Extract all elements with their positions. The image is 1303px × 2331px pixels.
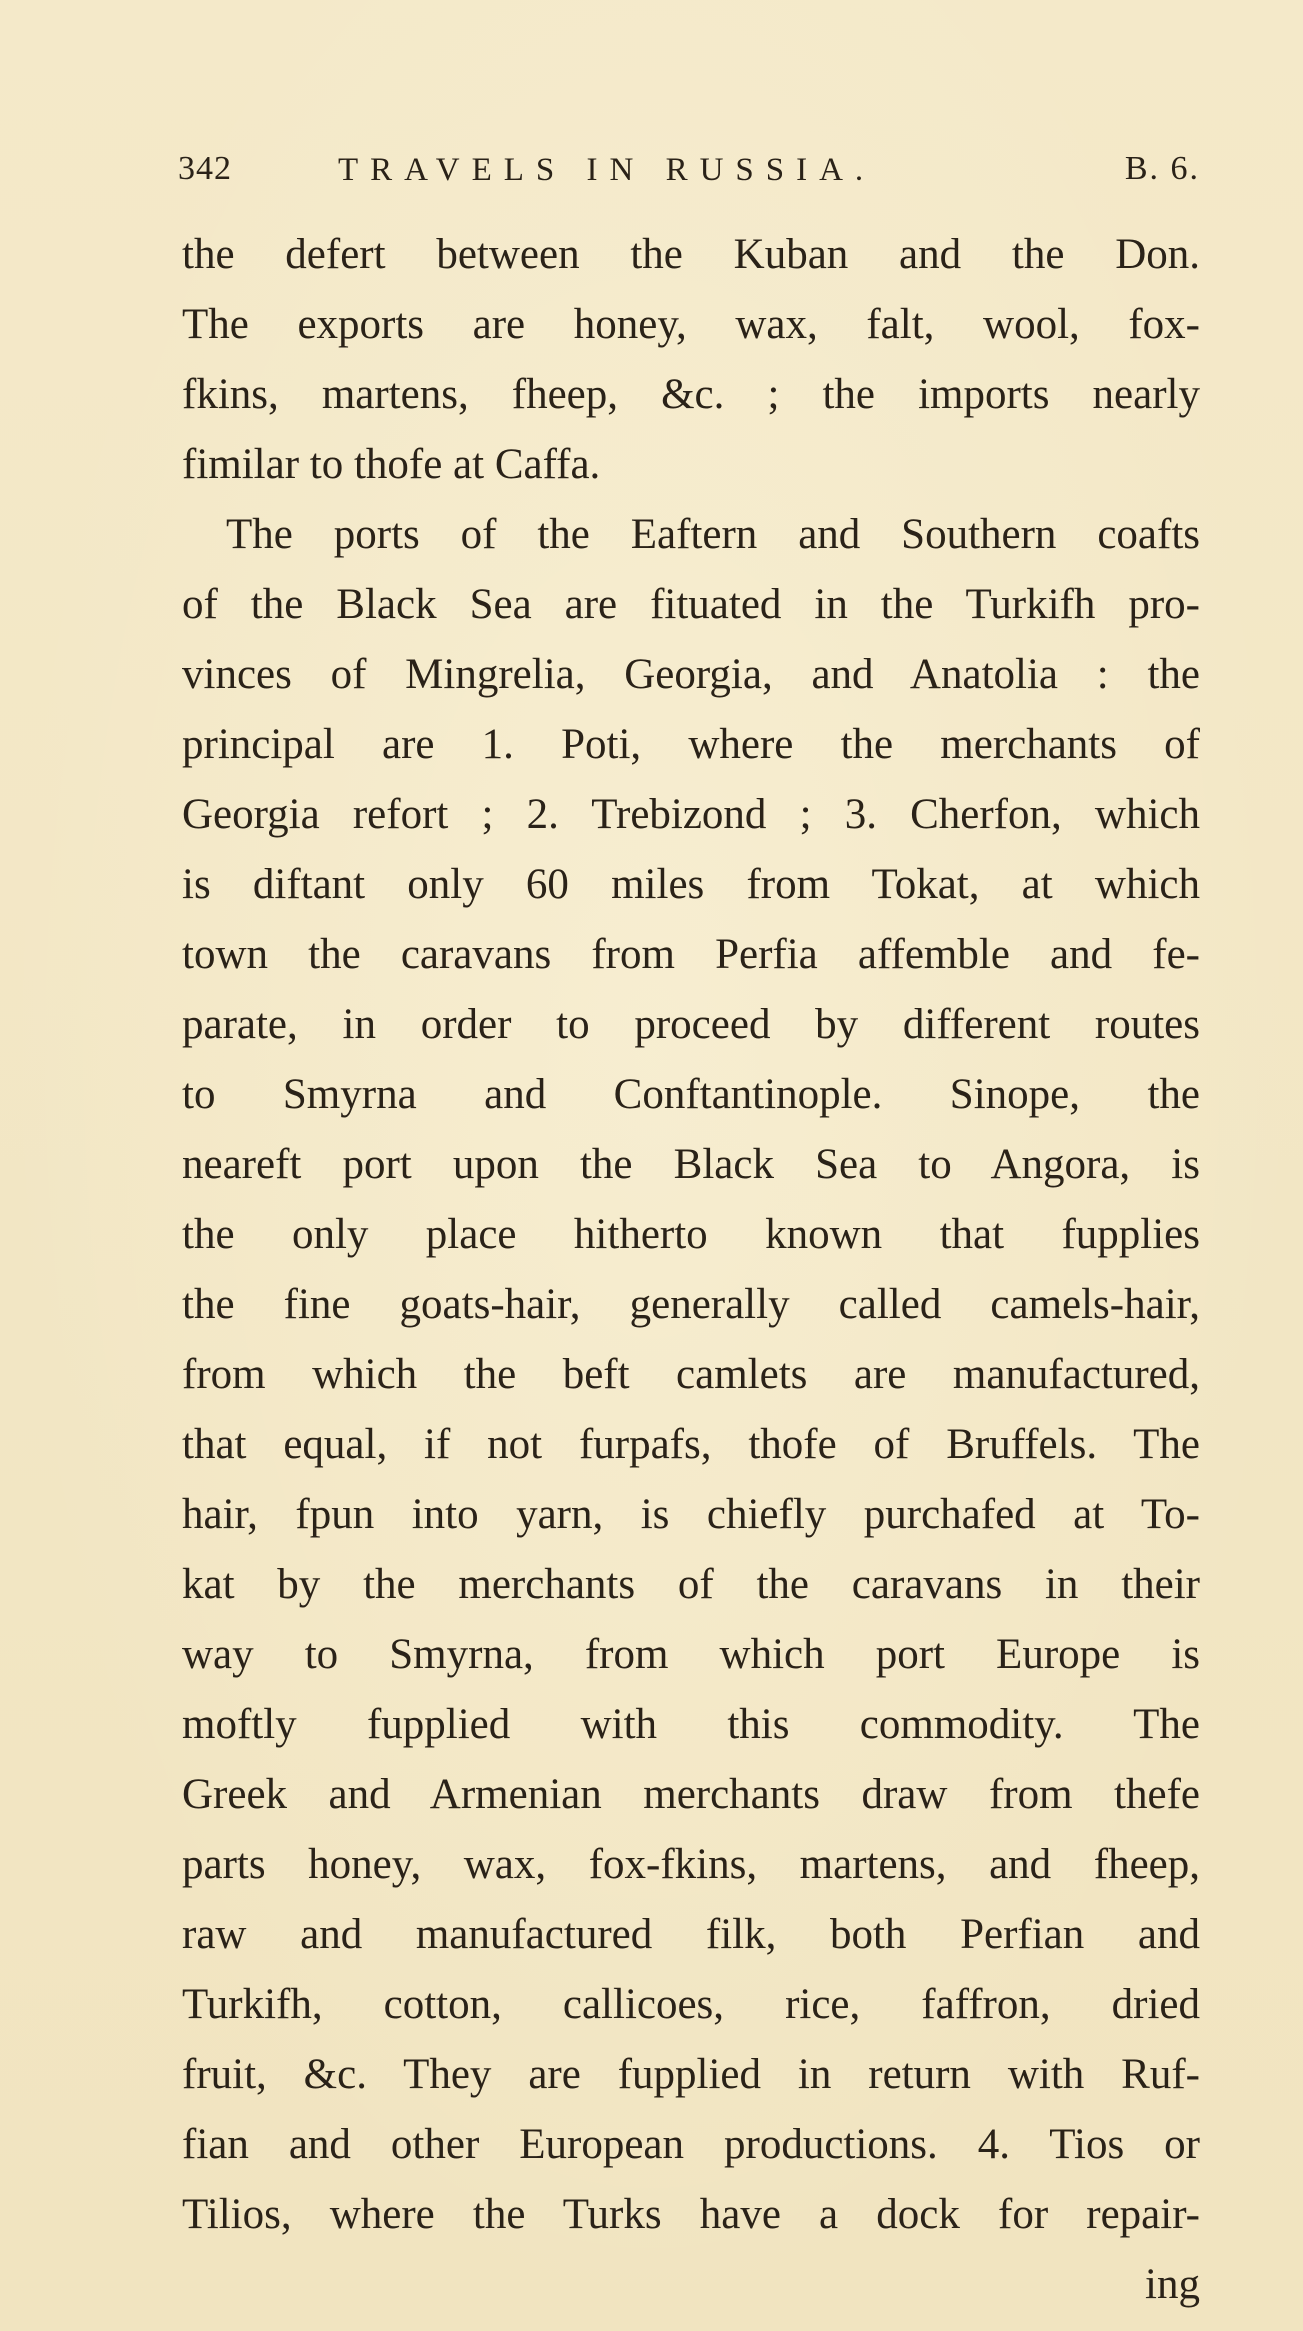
text-line: Turkifh, cotton, callicoes, rice, faffron, dried — [182, 1981, 1200, 2028]
text-line: hair, fpun into yarn, is chiefly purchafed at To- — [182, 1491, 1200, 1538]
text-line: the defert between the Kuban and the Don. — [182, 231, 1200, 278]
text-line: of the Black Sea are fituated in the Turkifh pro- — [182, 581, 1200, 628]
page-number: 342 — [178, 150, 232, 187]
catchword: ing — [1145, 2261, 1200, 2308]
text-line: principal are 1. Poti, where the merchants of — [182, 721, 1200, 768]
text-line: to Smyrna and Conftantinople. Sinope, the — [182, 1071, 1200, 1118]
text-line: parts honey, wax, fox-fkins, martens, and fheep, — [182, 1841, 1200, 1888]
text-line: is diftant only 60 miles from Tokat, at which — [182, 861, 1200, 908]
text-line: Georgia refort ; 2. Trebizond ; 3. Cherfon, which — [182, 791, 1200, 838]
text-line: fian and other European productions. 4. Tios or — [182, 2121, 1200, 2168]
text-line: fkins, martens, fheep, &c. ; the imports nearly — [182, 371, 1200, 418]
text-line: neareft port upon the Black Sea to Angora, is — [182, 1141, 1200, 1188]
text-line: the fine goats-hair, generally called camels-hair, — [182, 1281, 1200, 1328]
text-line: that equal, if not furpafs, thofe of Bruffels. The — [182, 1421, 1200, 1468]
text-line: raw and manufactured filk, both Perfian and — [182, 1911, 1200, 1958]
text-line: Tilios, where the Turks have a dock for repair- — [182, 2191, 1200, 2238]
text-line: town the caravans from Perfia affemble and fe- — [182, 931, 1200, 978]
text-line: The exports are honey, wax, falt, wool, fox- — [182, 301, 1200, 348]
text-line: fimilar to thofe at Caffa. — [182, 441, 601, 488]
text-line: the only place hitherto known that fupplies — [182, 1211, 1200, 1258]
running-title: TRAVELS IN RUSSIA. — [338, 152, 876, 188]
text-line: from which the beft camlets are manufactured, — [182, 1351, 1200, 1398]
text-line: Greek and Armenian merchants draw from thefe — [182, 1771, 1200, 1818]
text-line: way to Smyrna, from which port Europe is — [182, 1631, 1200, 1678]
body-text — [182, 220, 1200, 2320]
text-line: kat by the merchants of the caravans in their — [182, 1561, 1200, 1608]
text-line: moftly fupplied with this commodity. The — [182, 1701, 1200, 1748]
text-line: parate, in order to proceed by different routes — [182, 1001, 1200, 1048]
text-line: The ports of the Eaftern and Southern coafts — [226, 511, 1200, 558]
text-line: fruit, &c. They are fupplied in return with Ruf- — [182, 2051, 1200, 2098]
running-header — [178, 150, 1200, 200]
text-line: vinces of Mingrelia, Georgia, and Anatolia : the — [182, 651, 1200, 698]
book-section: B. 6. — [1124, 150, 1200, 187]
